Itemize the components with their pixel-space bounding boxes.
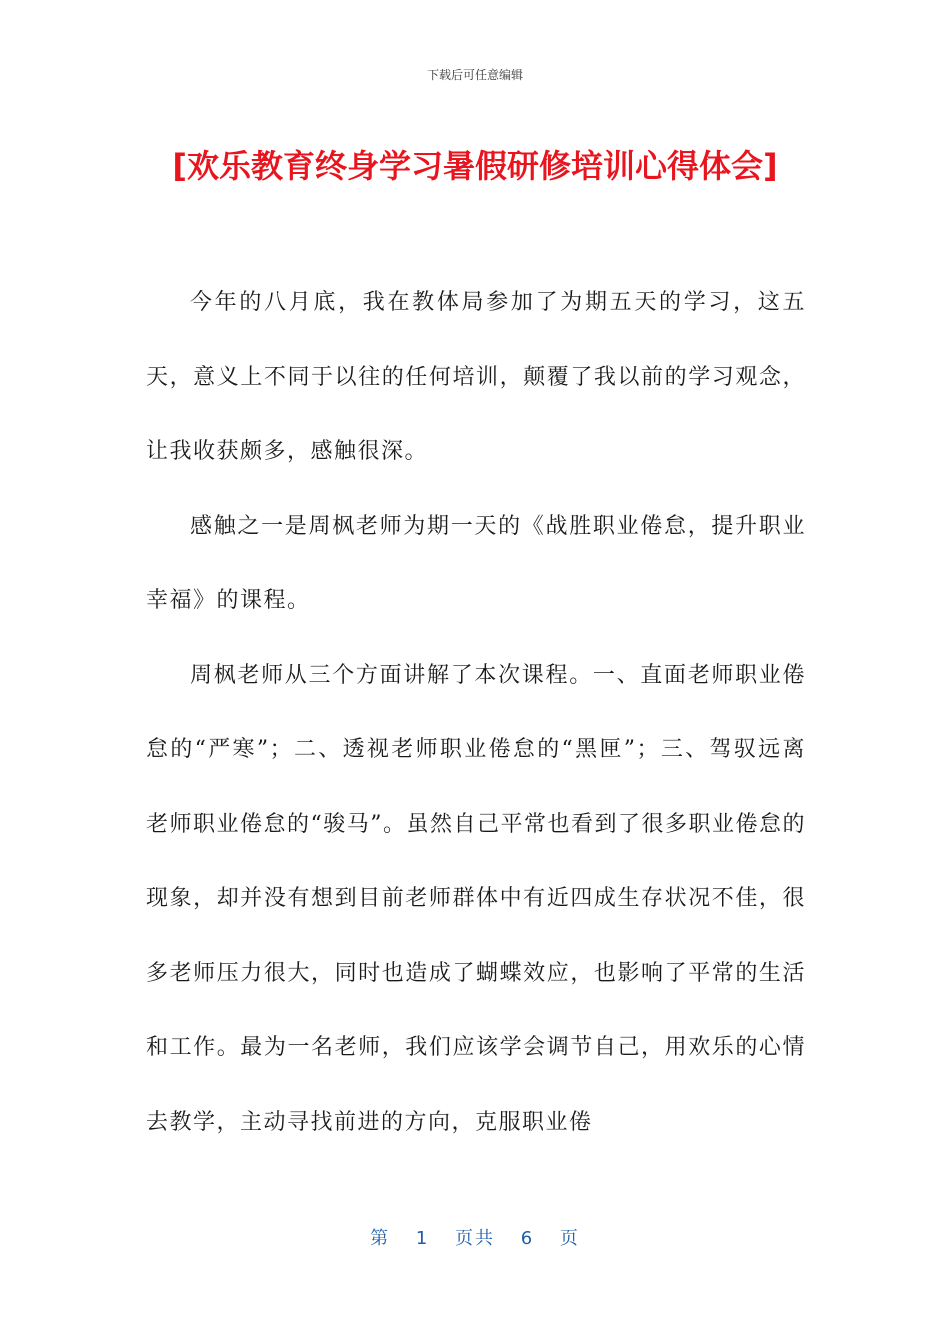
paragraph-3: 周枫老师从三个方面讲解了本次课程。一、直面老师职业倦怠的“严寒”；二、透视老师职业倦怠的“黑匣”；三、驾驭远离老师职业倦怠的“骏马”。虽然自己平常也看到了很多职业倦怠的现象，却并没有想到目前老师群体中有近四成生存状况不佳，很多老师压力很大，同时也造成了蝴蝶效应，也影响了平常的生活和工作。最为一名老师，我们应该学会调节自己，用欢乐的心情去教学，主动寻找前进的方向，克服职业倦: [146, 662, 806, 1135]
document-body: [146, 266, 806, 1160]
header-note: 下载后可任意编辑: [426, 68, 523, 82]
page-number-footer: 第 1 页共 6 页: [370, 1228, 580, 1249]
paragraph-2: 感触之一是周枫老师为期一天的《战胜职业倦怠，提升职业幸福》的课程。: [146, 513, 806, 613]
document-title: [欢乐教育终身学习暑假研修培训心得体会]: [172, 147, 778, 185]
paragraph-1: 今年的八月底，我在教体局参加了为期五天的学习，这五天，意义上不同于以往的任何培训，颠覆了我以前的学习观念，让我收获颇多，感触很深。: [146, 290, 806, 464]
